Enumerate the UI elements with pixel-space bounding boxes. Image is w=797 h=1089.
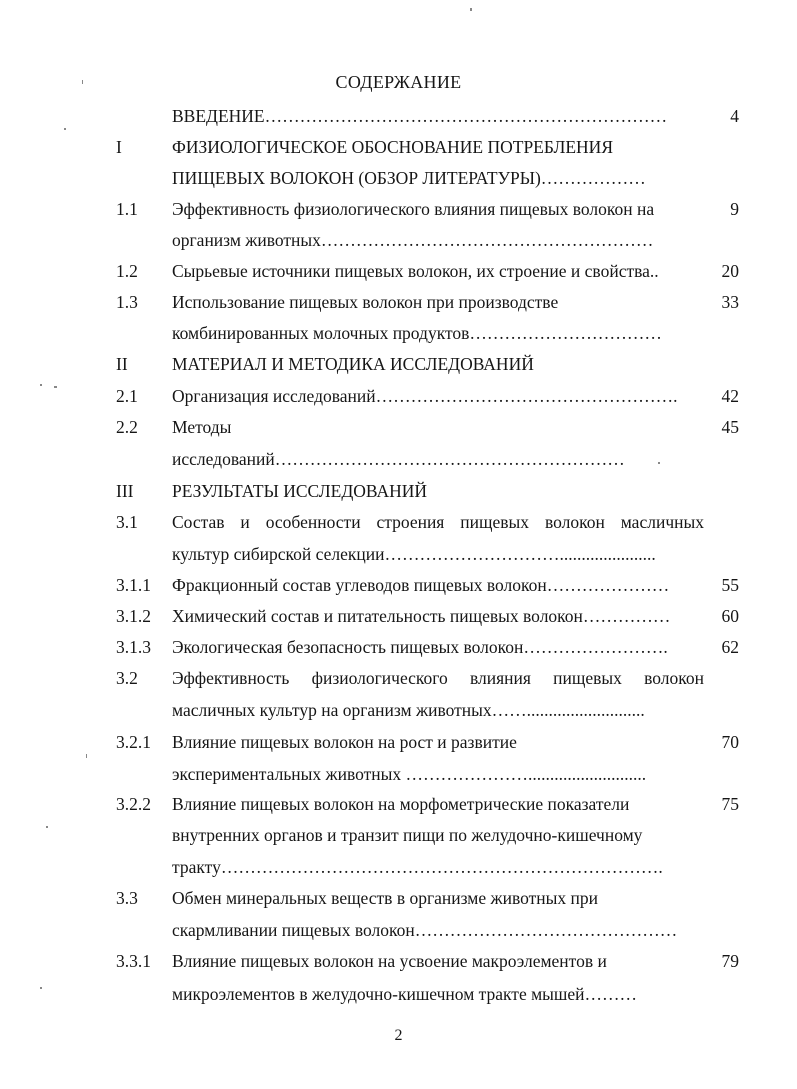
toc-text: организм животных…………………………………………………	[172, 230, 654, 250]
toc-text: МАТЕРИАЛ И МЕТОДИКА ИССЛЕДОВАНИЙ	[172, 354, 534, 374]
toc-page: 75	[721, 794, 739, 814]
toc-number: 3.2.2	[116, 794, 151, 814]
toc-text: Обмен минеральных веществ в организме животных при	[172, 888, 599, 908]
scan-speck	[64, 128, 66, 130]
toc-number: II	[116, 354, 128, 374]
toc-number: 3.1	[116, 512, 138, 532]
scan-speck	[82, 80, 83, 84]
toc-text: ПИЩЕВЫХ ВОЛОКОН (ОБЗОР ЛИТЕРАТУРЫ)………………	[172, 168, 646, 188]
toc-text: ВВЕДЕНИЕ……………………………………………………………	[172, 106, 668, 126]
toc-text: внутренних органов и транзит пищи по желудочно-кишечному	[172, 825, 643, 845]
toc-text: ФИЗИОЛОГИЧЕСКОЕ ОБОСНОВАНИЕ ПОТРЕБЛЕНИЯ	[172, 137, 613, 157]
toc-number: 3.3	[116, 888, 138, 908]
scan-speck	[658, 462, 660, 464]
toc-text: микроэлементов в желудочно-кишечном тракте мышей………	[172, 984, 638, 1004]
toc-page: 70	[721, 732, 739, 752]
toc-text: исследований……………………………………………………	[172, 449, 625, 469]
toc-text: Состав и особенности строения пищевых волокон масличных	[172, 512, 704, 532]
scan-speck	[40, 987, 42, 989]
toc-text: Эффективность физиологического влияния пищевых волокон	[172, 668, 704, 688]
toc-text: тракту………………………………………………………………….	[172, 857, 663, 877]
toc-text: Химический состав и питательность пищевых волокон……………	[172, 606, 671, 626]
toc-page: 45	[721, 417, 739, 437]
toc-number: 2.2	[116, 417, 138, 437]
toc-number: 1.1	[116, 199, 138, 219]
toc-number: 3.1.1	[116, 575, 151, 595]
toc-page: 42	[721, 386, 739, 406]
toc-number: III	[116, 481, 134, 501]
toc-text: комбинированных молочных продуктов……………………………	[172, 323, 662, 343]
scan-speck	[54, 386, 57, 388]
toc-text: масличных культур на организм животных……...........................	[172, 700, 645, 720]
page-number: 2	[394, 1027, 403, 1044]
toc-number: 3.1.2	[116, 606, 151, 626]
toc-number: 3.3.1	[116, 951, 151, 971]
toc-text: культур сибирской селекции…………………………......................	[172, 544, 656, 564]
toc-text: скармливании пищевых волокон………………………………………	[172, 920, 678, 940]
toc-text: Экологическая безопасность пищевых волокон…………………….	[172, 637, 668, 657]
toc-text: Фракционный состав углеводов пищевых волокон…………………	[172, 575, 670, 595]
toc-text: Влияние пищевых волокон на морфометрические показатели	[172, 794, 630, 814]
toc-text: экспериментальных животных …………………...........................	[172, 764, 647, 784]
toc-text: Методы	[172, 417, 232, 437]
toc-text: Эффективность физиологического влияния пищевых волокон на	[172, 199, 655, 219]
toc-text: Использование пищевых волокон при производстве	[172, 292, 559, 312]
toc-number: 1.2	[116, 261, 138, 281]
toc-page: 60	[721, 606, 739, 626]
toc-page: 4	[730, 106, 739, 126]
toc-page: 55	[721, 575, 739, 595]
scan-speck	[470, 8, 472, 11]
toc-number: 3.2	[116, 668, 138, 688]
toc-page: 79	[721, 951, 739, 971]
toc-text: РЕЗУЛЬТАТЫ ИССЛЕДОВАНИЙ	[172, 481, 428, 501]
toc-page: 33	[721, 292, 739, 312]
toc-text: Сырьевые источники пищевых волокон, их строение и свойства..	[172, 261, 659, 281]
toc-text: Влияние пищевых волокон на рост и развитие	[172, 732, 517, 752]
page-title: СОДЕРЖАНИЕ	[335, 72, 462, 92]
toc-number: 2.1	[116, 386, 138, 406]
toc-number: 3.1.3	[116, 637, 151, 657]
toc-text: Влияние пищевых волокон на усвоение макроэлементов и	[172, 951, 607, 971]
scan-speck	[86, 754, 87, 758]
toc-page: 20	[721, 261, 739, 281]
toc-page: 9	[730, 199, 739, 219]
toc-number: I	[116, 137, 122, 157]
scan-speck	[40, 384, 42, 386]
toc-number: 3.2.1	[116, 732, 151, 752]
toc-page: 62	[721, 637, 739, 657]
scan-speck	[46, 826, 48, 828]
toc-number: 1.3	[116, 292, 138, 312]
toc-text: Организация исследований…………………………………………….	[172, 386, 678, 406]
